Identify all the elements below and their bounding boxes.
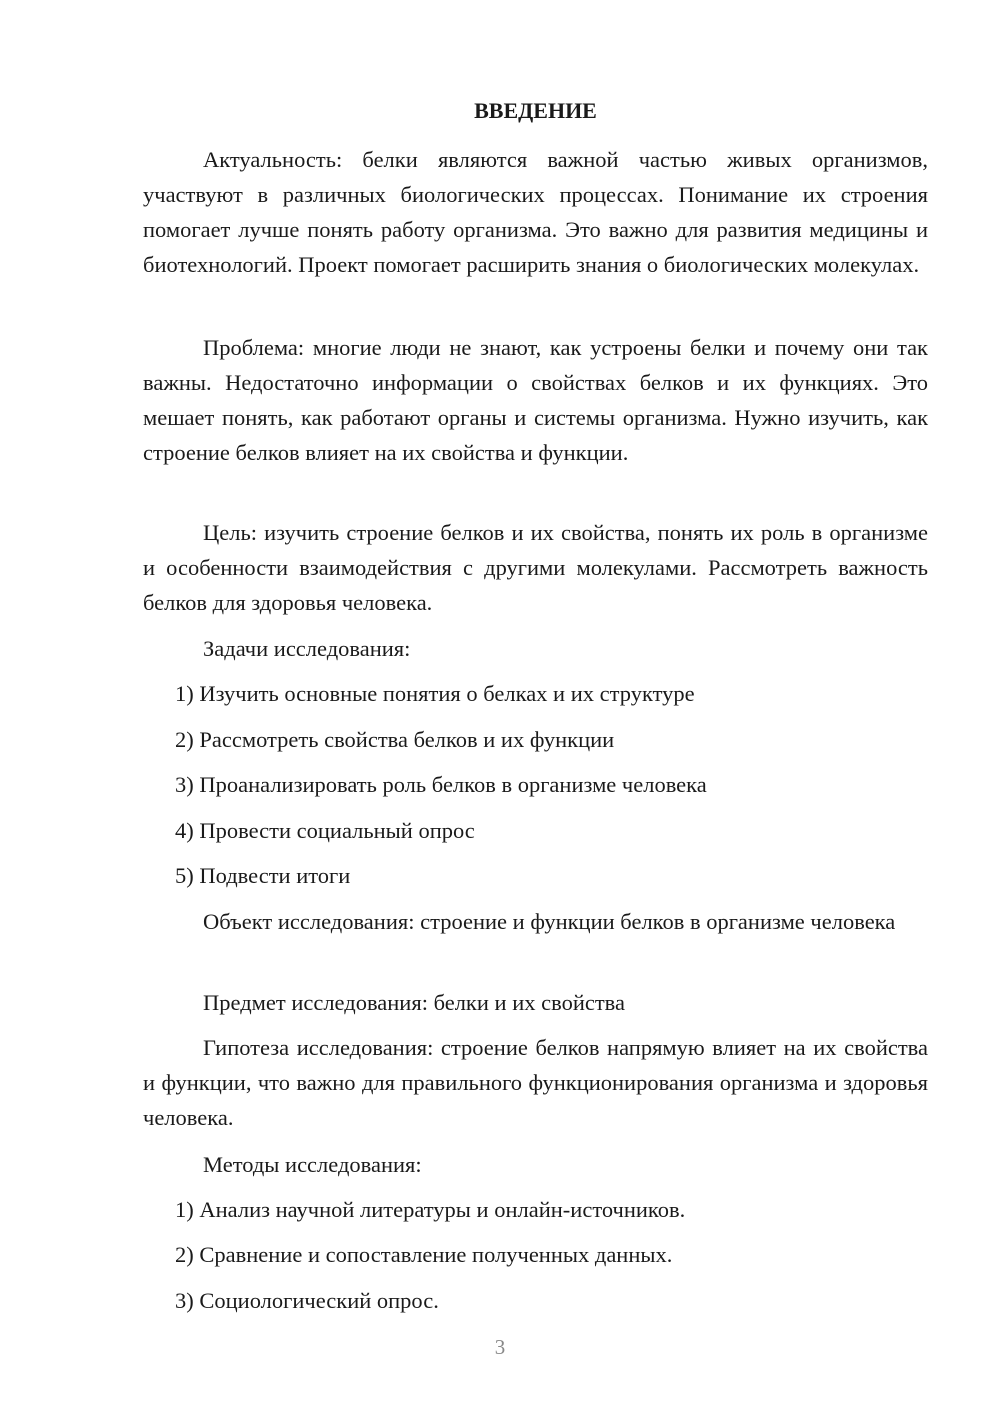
tasks-heading: Задачи исследования: xyxy=(203,636,411,661)
page-title: ВВЕДЕНИЕ xyxy=(474,98,597,123)
methods-heading: Методы исследования: xyxy=(203,1152,422,1177)
list-item: 3) Социологический опрос. xyxy=(175,1288,439,1313)
list-item: 1) Изучить основные понятия о белках и их структуре xyxy=(175,681,695,706)
list-item: 5) Подвести итоги xyxy=(175,863,351,888)
list-item: 4) Провести социальный опрос xyxy=(175,818,475,843)
paragraph-subject: Предмет исследования: белки и их свойства xyxy=(203,990,625,1015)
list-item: 1) Анализ научной литературы и онлайн-источников. xyxy=(175,1197,686,1222)
paragraph-problem: Проблема: многие люди не знают, как устроены белки и почему они так важны. Недостаточно информации о свойствах белков и их функциях. Это мешает понять, как работают органы и системы организма. Нужно изучить, как строение белков влияет на их свойства и функции. xyxy=(143,335,928,465)
paragraph-relevance: Актуальность: белки являются важной частью живых организмов, участвуют в различных биологических процессах. Понимание их строения помогает лучше понять работу организма. Это важно для развития медицины и биотехнологий. Проект помогает расширить знания о биологических молекулах. xyxy=(143,147,928,277)
paragraph-hypothesis: Гипотеза исследования: строение белков напрямую влияет на их свойства и функции, что важно для правильного функционирования организма и здоровья человека. xyxy=(143,1035,928,1130)
list-item: 2) Сравнение и сопоставление полученных данных. xyxy=(175,1242,673,1267)
paragraph-object: Объект исследования: строение и функции белков в организме человека xyxy=(203,909,896,934)
page-number: 3 xyxy=(494,1335,506,1359)
list-item: 3) Проанализировать роль белков в организме человека xyxy=(175,772,707,797)
paragraph-goal: Цель: изучить строение белков и их свойства, понять их роль в организме и особенности взаимодействия с другими молекулами. Рассмотреть важность белков для здоровья человека. xyxy=(143,520,928,615)
list-item: 2) Рассмотреть свойства белков и их функции xyxy=(175,727,615,752)
